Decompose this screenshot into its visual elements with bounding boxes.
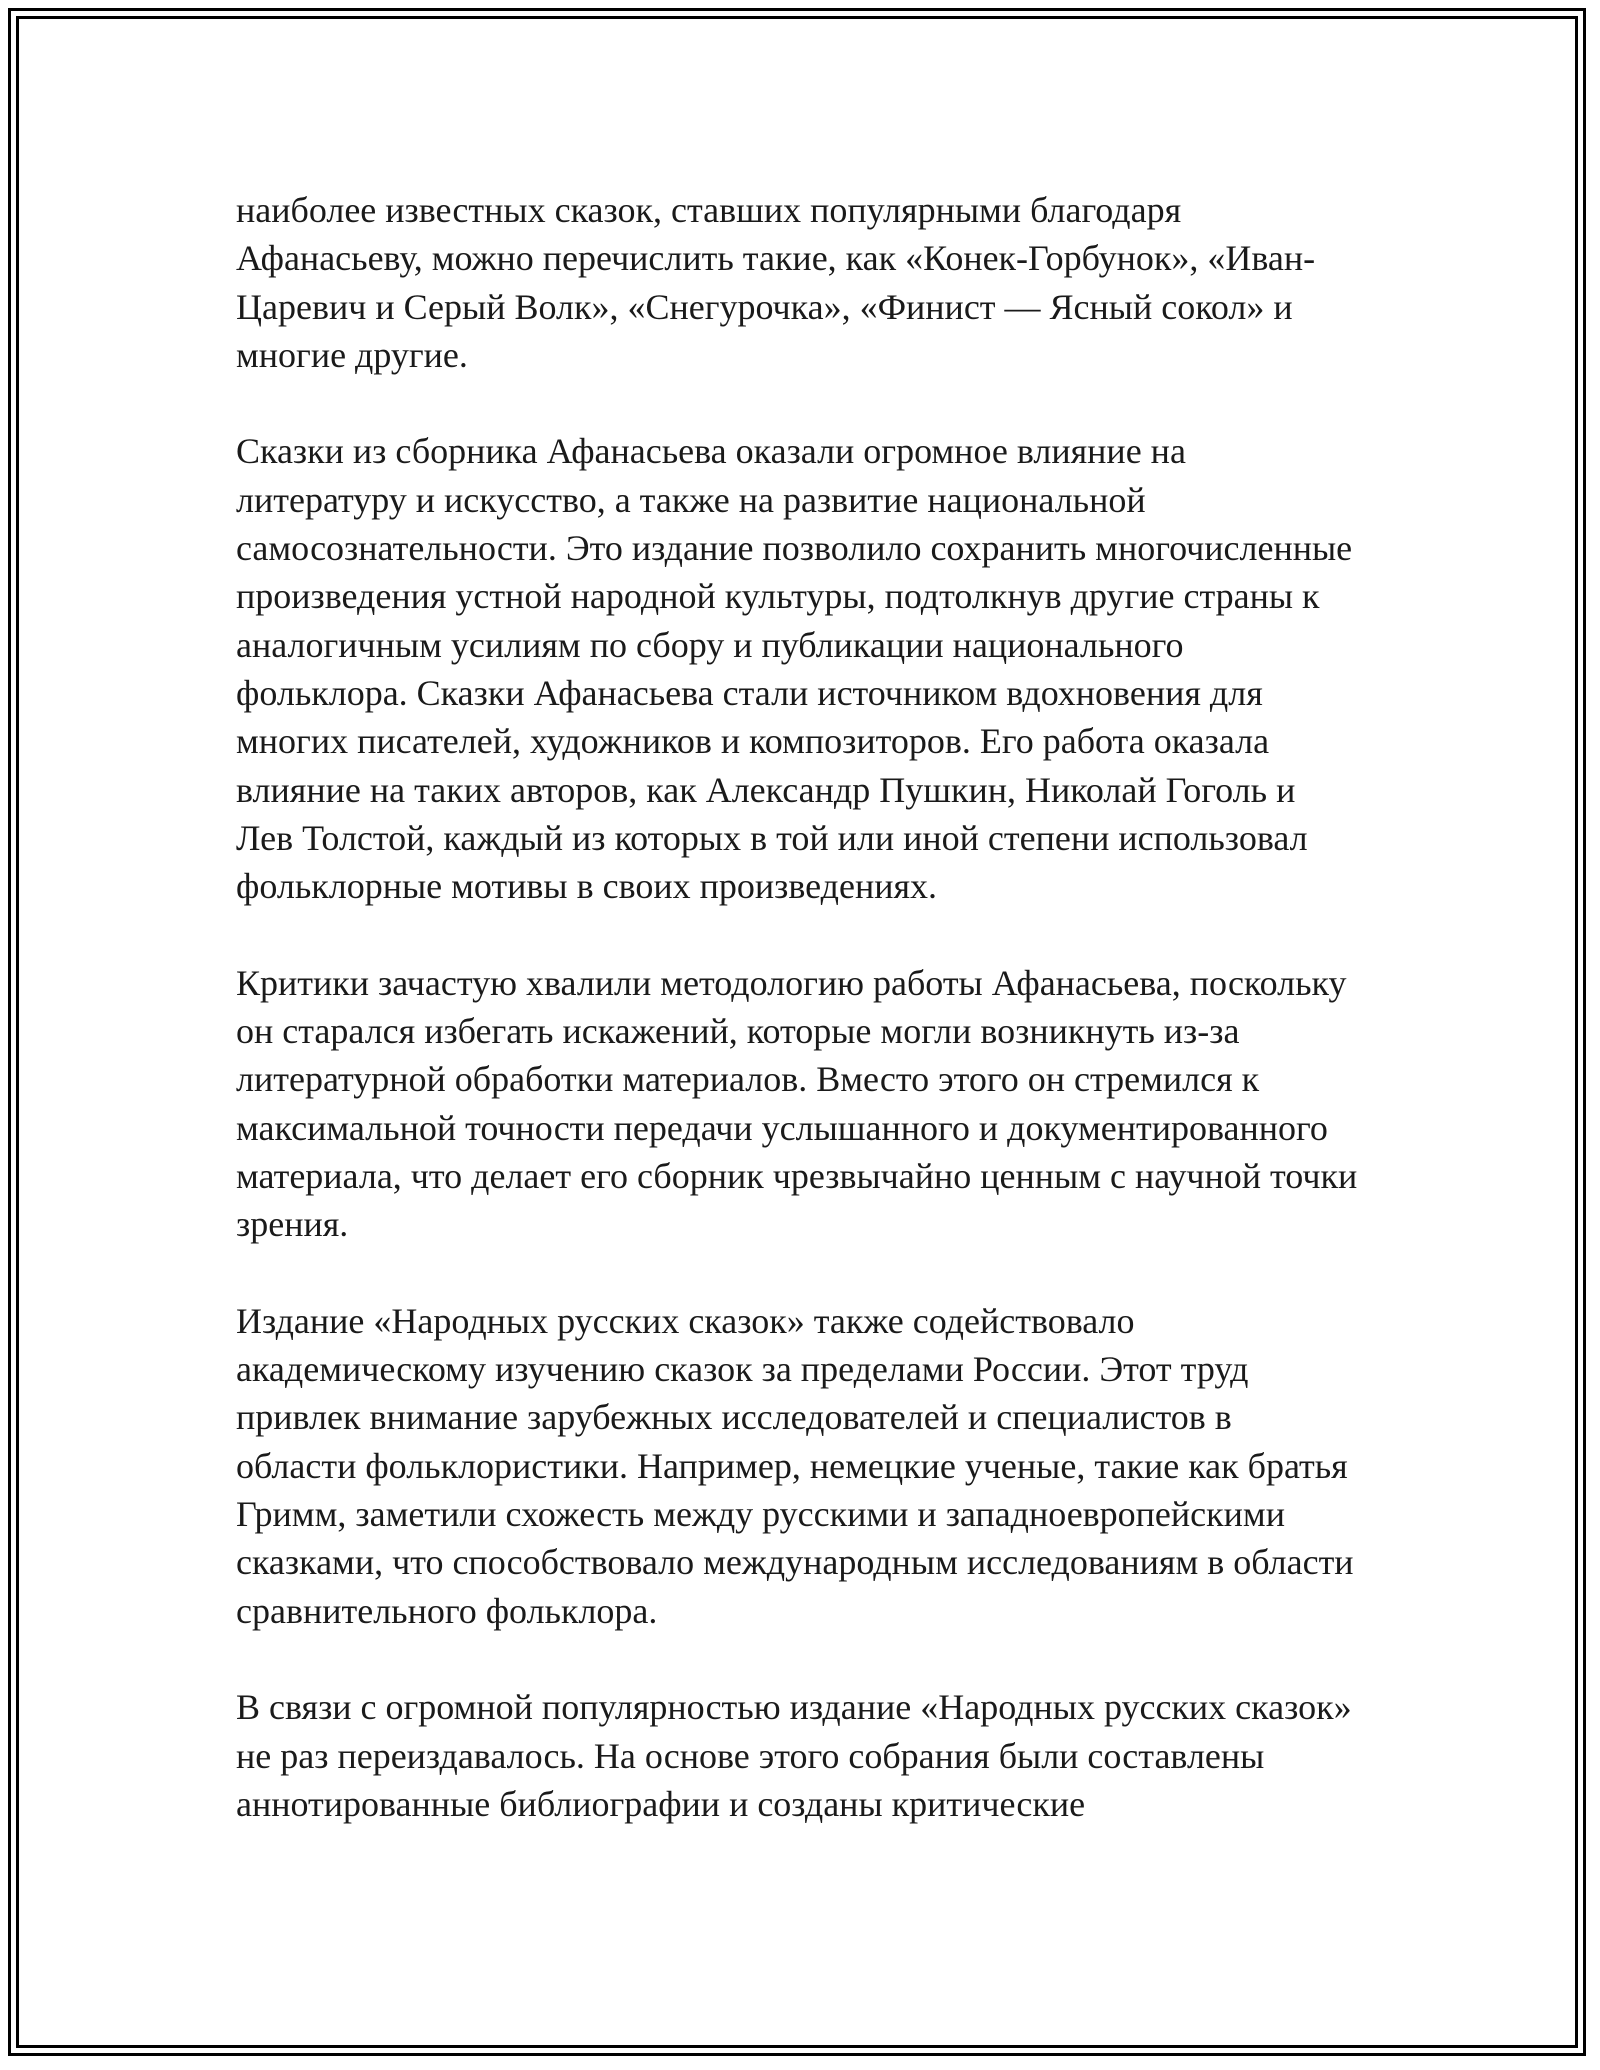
paragraph-1: наиболее известных сказок, ставших популярными благодаря Афанасьеву, можно перечислить такие, как «Конек-Горбунок», «Иван-Царевич и Серый Волк», «Снегурочка», «Финист — Ясный сокол» и многие другие. — [236, 190, 1316, 375]
paragraph-5: В связи с огромной популярностью издание «Народных русских сказок» не раз переиздавалось. На основе этого собрания были составлены аннотированные библиографии и созданы критические — [236, 1687, 1352, 1824]
paragraph-3: Критики зачастую хвалили методологию работы Афанасьева, поскольку он старался избегать искажений, которые могли возникнуть из-за литературной обработки материалов. Вместо этого он стремился к максимальной точности передачи услышанного и документированного материала, что делает его сборник чрезвычайно ценным с научной точки зрения. — [236, 962, 1358, 1245]
paragraph-2: Сказки из сборника Афанасьева оказали огромное влияние на литературу и искусство, а также на развитие национальной самосознательности. Это издание позволило сохранить многочисленные произведения устной народной культуры, подтолкнув другие страны к аналогичным усилиям по сбору и публикации национального фольклора. Сказки Афанасьева стали источником вдохновения для многих писателей, художников и композиторов. Его работа оказала влияние на таких авторов, как Александр Пушкин, Николай Гоголь и Лев Толстой, каждый из которых в той или иной степени использовал фольклорные мотивы в своих произведениях. — [236, 431, 1353, 907]
paragraph-4: Издание «Народных русских сказок» также содействовало академическому изучению сказок за пределами России. Этот труд привлек внимание зарубежных исследователей и специалистов в области фольклористики. Например, немецкие ученые, такие как братья Гримм, заметили схожесть между русскими и западноевропейскими сказками, что способствовало международным исследованиям в области сравнительного фольклора. — [236, 1300, 1354, 1631]
document-body — [236, 186, 1361, 1876]
